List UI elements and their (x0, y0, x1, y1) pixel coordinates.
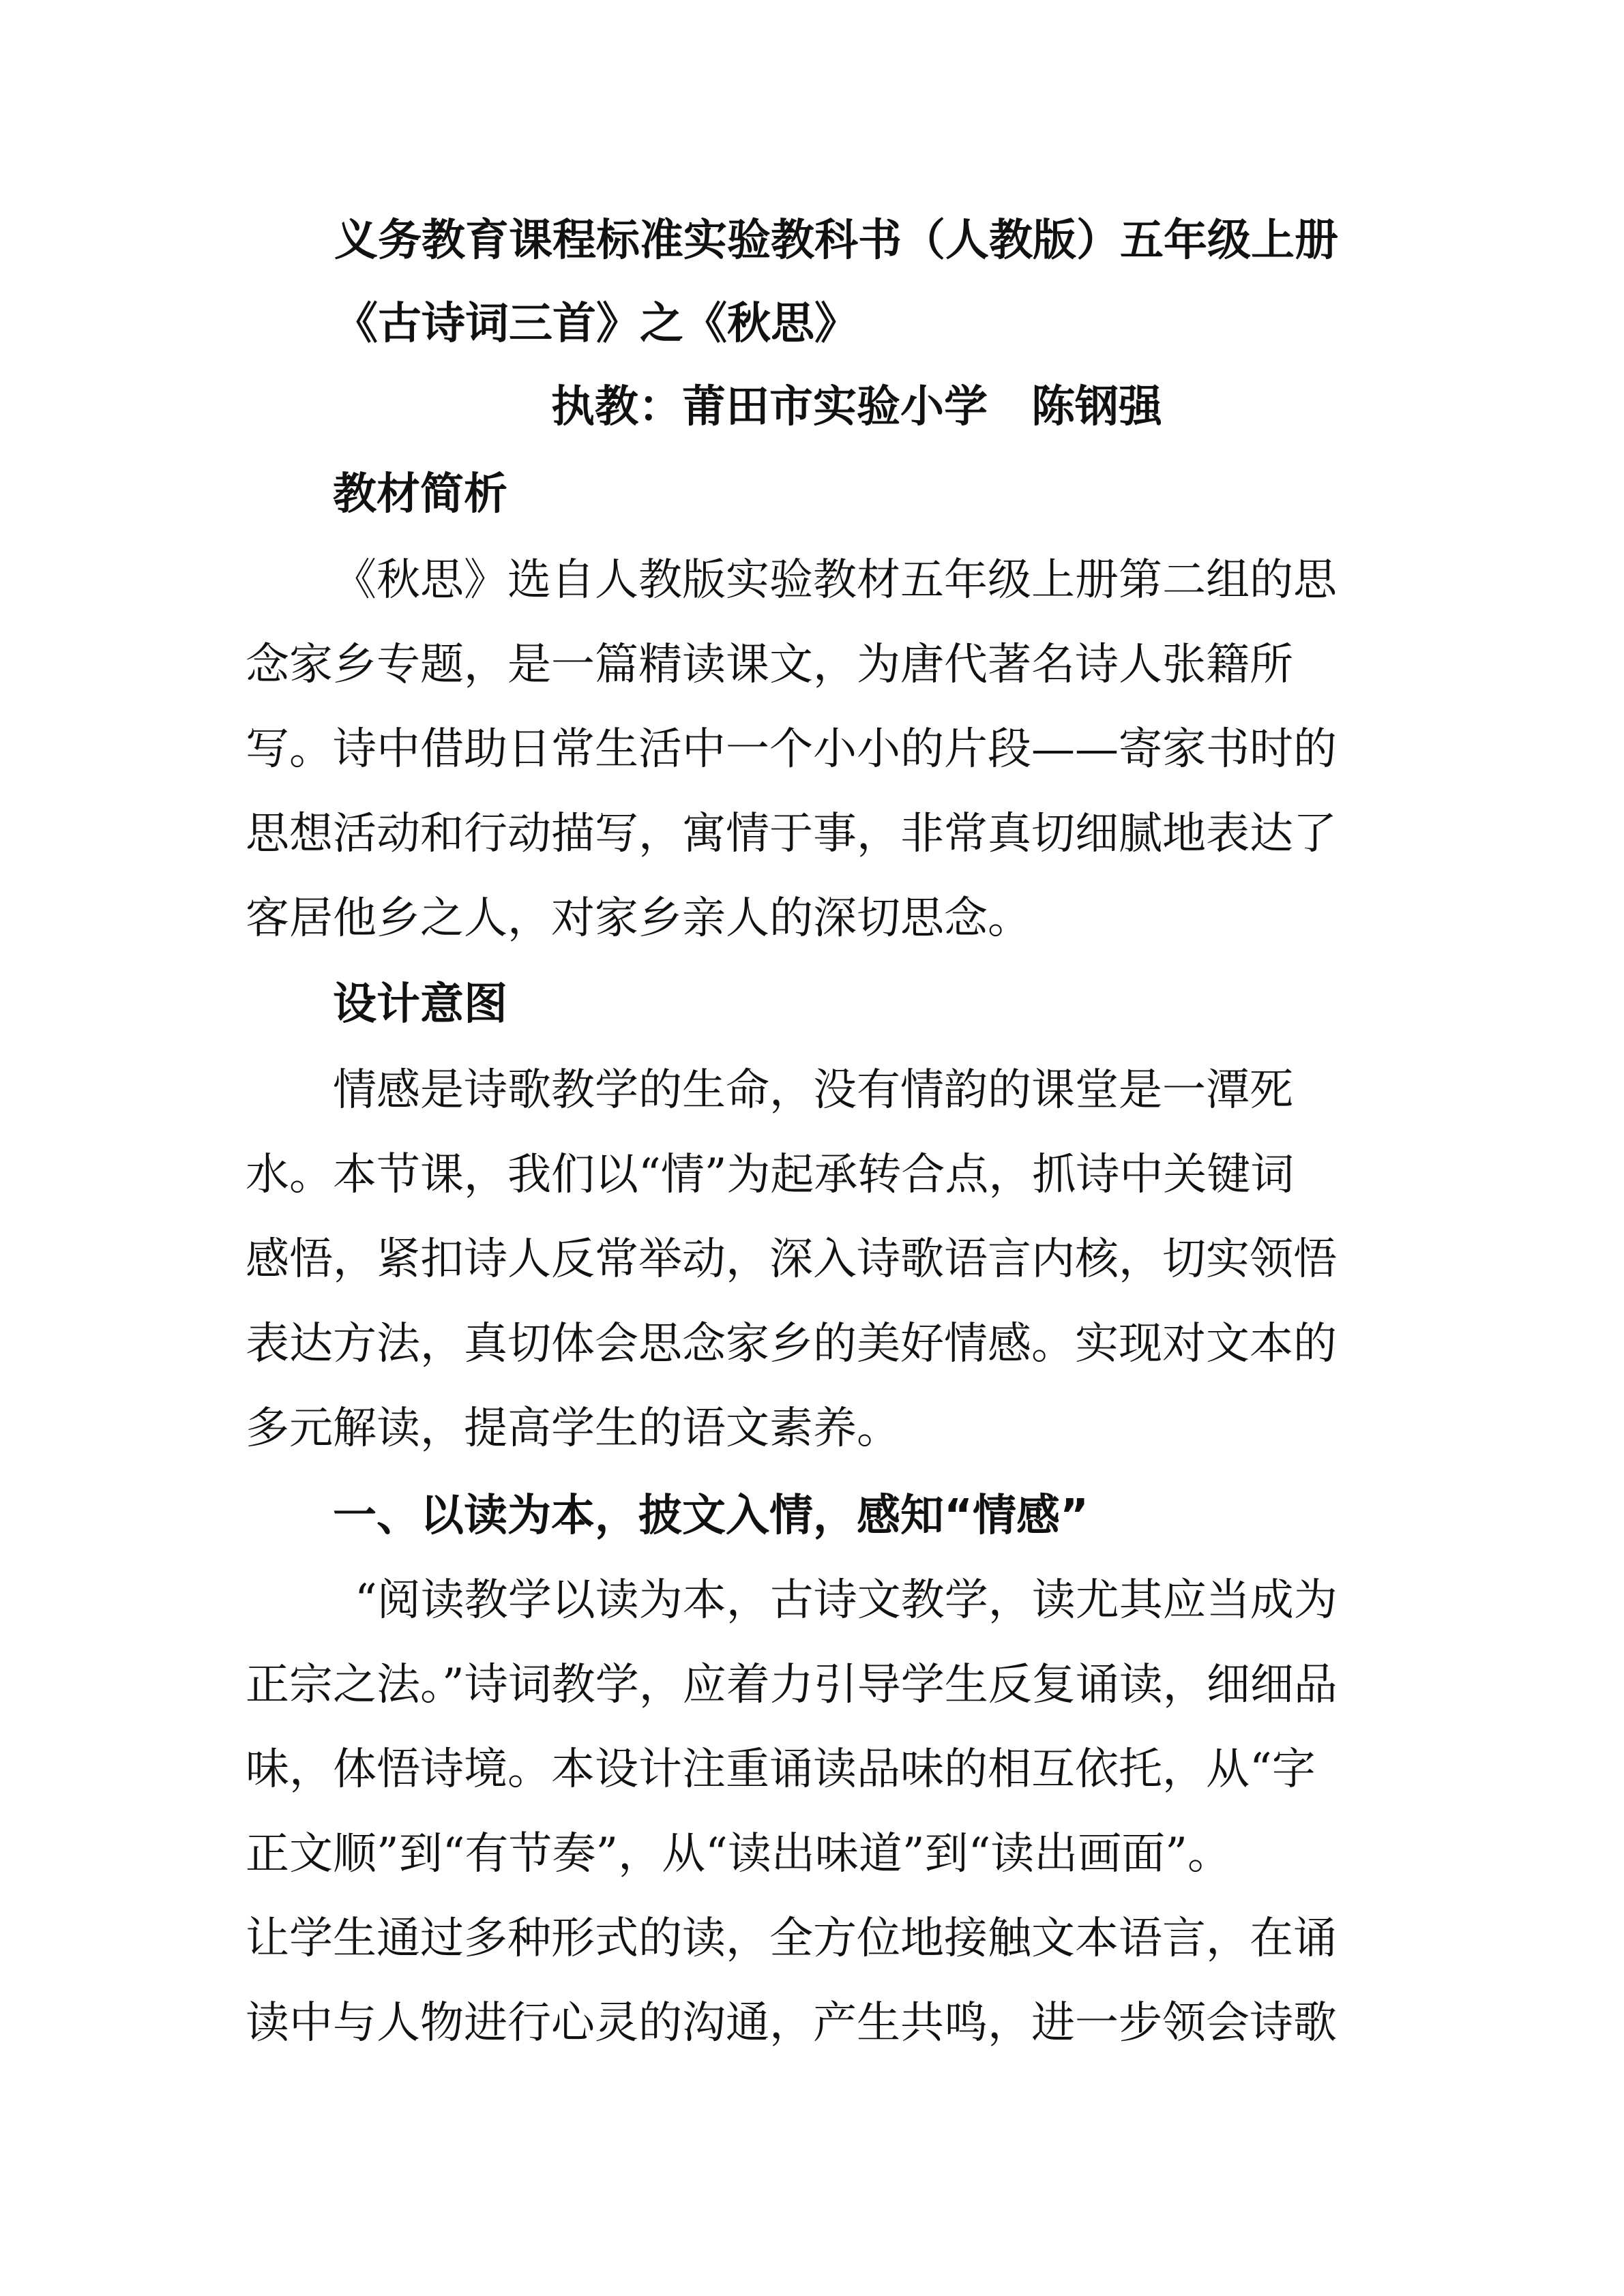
document-title-line-1: 义务教育课程标准实验教科书（人教版）五年级上册 (334, 215, 1338, 266)
paragraph-line: 写。诗中借助日常生活中一个小小的片段——寄家书时的 (246, 724, 1337, 775)
section-heading-textbook-analysis: 教材简析 (333, 469, 507, 520)
paragraph-line: “阅读教学以读为本，古诗文教学，读尤其应当成为 (355, 1575, 1338, 1626)
paragraph-line: 思想活动和行动描写，寓情于事，非常真切细腻地表达了 (246, 809, 1337, 859)
paragraph-line: 读中与人物进行心灵的沟通，产生共鸣，进一步领会诗歌 (246, 1998, 1337, 2048)
paragraph-line: 客居他乡之人，对家乡亲人的深切思念。 (246, 893, 1031, 944)
section-heading-reading-based: 一、以读为本，披文入情，感知“情感” (333, 1491, 1089, 1541)
paragraph-line: 正文顺”到“有节奏”，从“读出味道”到“读出画面”。 (246, 1829, 1232, 1879)
paragraph-line: 《秋思》选自人教版实验教材五年级上册第二组的思 (333, 555, 1337, 606)
paragraph-line: 感悟，紧扣诗人反常举动，深入诗歌语言内核，切实领悟 (246, 1234, 1337, 1285)
paragraph-line: 让学生通过多种形式的读，全方位地接触文本语言，在诵 (246, 1913, 1337, 1964)
paragraph-line: 正宗之法。”诗词教学，应着力引导学生反复诵读，细细品 (246, 1660, 1338, 1710)
document-title-line-2: 《古诗词三首》之《秋思》 (334, 299, 858, 349)
paragraph-line: 水。本节课，我们以“情”为起承转合点，抓诗中关键词 (246, 1150, 1295, 1200)
paragraph-line: 味，体悟诗境。本设计注重诵读品味的相互依托，从“字 (246, 1744, 1316, 1795)
paragraph-line: 念家乡专题，是一篇精读课文，为唐代著名诗人张籍所 (246, 640, 1293, 690)
paragraph-line: 表达方法，真切体会思念家乡的美好情感。实现对文本的 (246, 1319, 1337, 1369)
paragraph-line: 多元解读，提高学生的语文素养。 (246, 1403, 900, 1454)
author-line: 执教：莆田市实验小学 陈钢强 (551, 382, 1162, 432)
paragraph-line: 情感是诗歌教学的生命，没有情韵的课堂是一潭死 (333, 1065, 1293, 1116)
section-heading-design-intent: 设计意图 (333, 979, 507, 1030)
